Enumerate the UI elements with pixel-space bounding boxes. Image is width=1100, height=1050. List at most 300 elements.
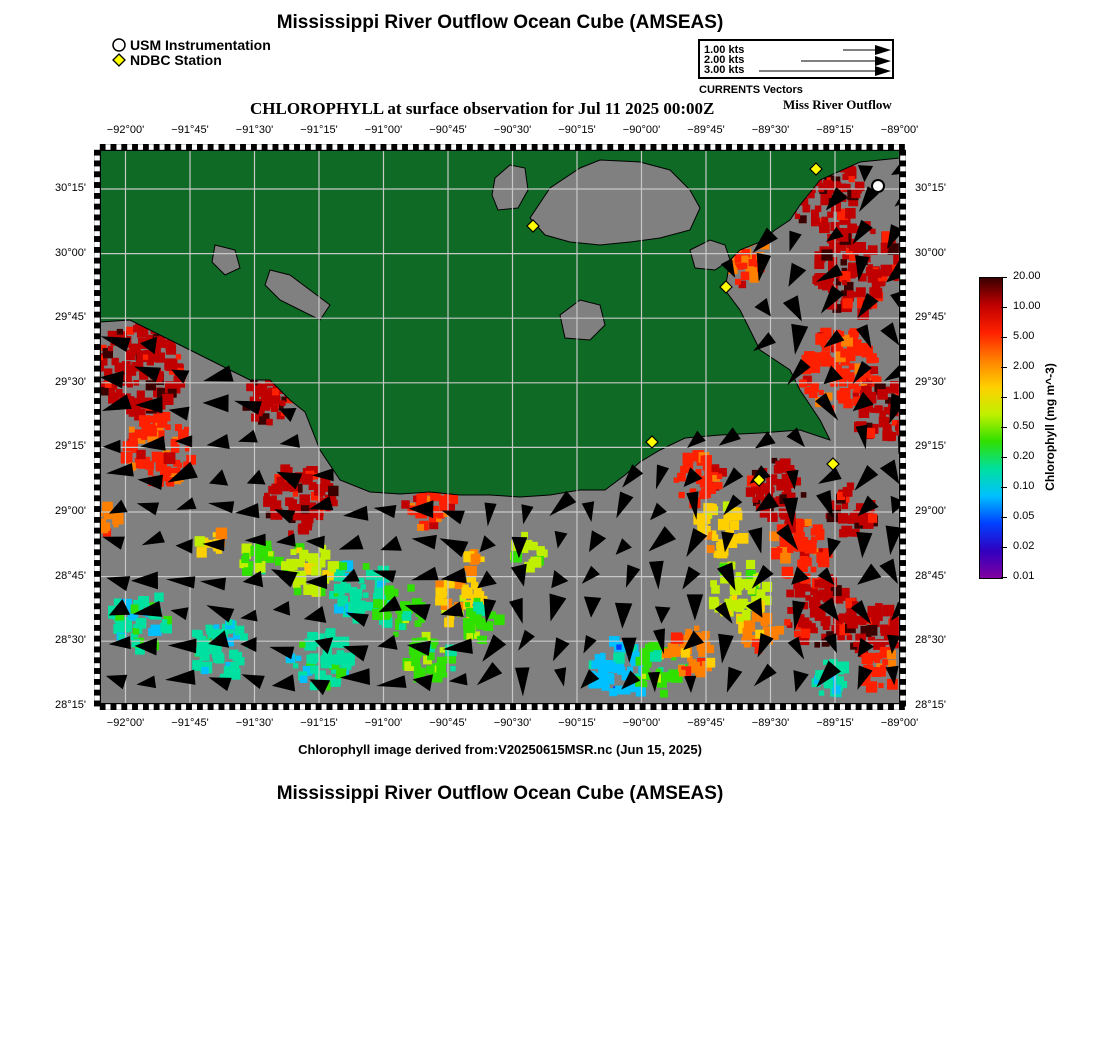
frame-tick (775, 704, 780, 710)
frame-tick (770, 704, 775, 710)
frame-tick (138, 144, 143, 150)
frame-tick (586, 704, 591, 710)
frame-tick (764, 144, 769, 150)
frame-tick (311, 704, 316, 710)
frame-tick (456, 144, 461, 150)
frame-tick (900, 323, 906, 328)
frame-tick (94, 425, 100, 430)
frame-tick (900, 485, 906, 490)
frame-tick (94, 409, 100, 414)
frame-tick (900, 425, 906, 430)
frame-tick (899, 144, 904, 150)
frame-tick (94, 415, 100, 420)
frame-tick (672, 144, 677, 150)
frame-tick (122, 144, 127, 150)
frame-tick (900, 539, 906, 544)
frame-tick (883, 704, 888, 710)
frame-tick (473, 704, 478, 710)
frame-tick (737, 704, 742, 710)
axis-tick-label: −91°30' (235, 124, 274, 136)
frame-tick (94, 317, 100, 322)
frame-tick (786, 144, 791, 150)
axis-tick-label: −91°30' (235, 717, 274, 729)
frame-tick (483, 704, 488, 710)
frame-tick (900, 636, 906, 641)
frame-tick (618, 704, 623, 710)
frame-tick (359, 144, 364, 150)
axis-tick-label: −89°00' (880, 124, 919, 136)
axis-tick-label: 29°00' (55, 505, 86, 517)
frame-tick (683, 704, 688, 710)
axis-tick-label: 28°30' (55, 634, 86, 647)
frame-tick (575, 704, 580, 710)
frame-tick (570, 704, 575, 710)
frame-tick (489, 704, 494, 710)
frame-tick (138, 704, 143, 710)
frame-tick (240, 704, 245, 710)
frame-tick (888, 704, 893, 710)
frame-tick (429, 704, 434, 710)
legend-usm-label: USM Instrumentation (130, 37, 271, 53)
frame-tick (872, 704, 877, 710)
frame-tick (170, 704, 175, 710)
frame-tick (900, 285, 906, 290)
frame-tick (94, 701, 100, 706)
frame-tick (861, 704, 866, 710)
frame-tick (900, 420, 906, 425)
frame-tick (900, 658, 906, 663)
frame-tick (94, 512, 100, 517)
frame-tick (813, 704, 818, 710)
frame-tick (856, 144, 861, 150)
frame-tick (94, 301, 100, 306)
frame-tick (689, 144, 694, 150)
frame-tick (257, 704, 262, 710)
frame-tick (94, 236, 100, 241)
frame-tick (537, 704, 542, 710)
frame-tick (94, 587, 100, 592)
frame-tick (554, 704, 559, 710)
frame-tick (629, 144, 634, 150)
frame-tick (543, 144, 548, 150)
frame-tick (478, 704, 483, 710)
colorbar-tick (1001, 487, 1007, 488)
frame-tick (100, 144, 105, 150)
frame-tick (494, 704, 499, 710)
frame-tick (165, 144, 170, 150)
frame-tick (900, 274, 906, 279)
frame-tick (900, 398, 906, 403)
frame-tick (656, 144, 661, 150)
axis-tick-label: −90°30' (493, 717, 532, 729)
diamond-icon (112, 53, 126, 67)
frame-tick (332, 704, 337, 710)
frame-tick (900, 371, 906, 376)
frame-tick (878, 704, 883, 710)
frame-tick (732, 704, 737, 710)
frame-tick (900, 496, 906, 501)
frame-tick (872, 144, 877, 150)
frame-tick (251, 144, 256, 150)
map-ticks (94, 144, 906, 710)
frame-tick (527, 704, 532, 710)
frame-tick (575, 144, 580, 150)
frame-tick (516, 144, 521, 150)
frame-tick (381, 144, 386, 150)
frame-tick (888, 144, 893, 150)
legend-ndbc-label: NDBC Station (130, 52, 222, 68)
frame-tick (478, 144, 483, 150)
frame-tick (894, 704, 899, 710)
frame-tick (408, 144, 413, 150)
frame-tick (867, 144, 872, 150)
frame-tick (559, 704, 564, 710)
frame-tick (597, 144, 602, 150)
frame-tick (900, 226, 906, 231)
frame-tick (122, 704, 127, 710)
frame-tick (94, 258, 100, 263)
frame-tick (900, 550, 906, 555)
axis-tick-label: −89°45' (687, 717, 725, 729)
frame-tick (900, 598, 906, 603)
axis-tick-label: 30°15' (55, 182, 86, 194)
frame-tick (208, 704, 213, 710)
frame-tick (900, 609, 906, 614)
frame-tick (629, 704, 634, 710)
frame-tick (635, 704, 640, 710)
frame-tick (94, 485, 100, 490)
frame-tick (753, 144, 758, 150)
axis-tick-label: 30°00' (915, 246, 946, 259)
frame-tick (219, 704, 224, 710)
frame-tick (370, 704, 375, 710)
frame-tick (467, 704, 472, 710)
frame-tick (532, 144, 537, 150)
frame-tick (624, 144, 629, 150)
frame-tick (289, 704, 294, 710)
frame-tick (94, 496, 100, 501)
frame-tick (900, 215, 906, 220)
frame-tick (894, 144, 899, 150)
vector-caption: CURRENTS Vectors (699, 84, 803, 96)
frame-tick (834, 704, 839, 710)
frame-tick (311, 144, 316, 150)
frame-tick (537, 144, 542, 150)
frame-tick (159, 704, 164, 710)
frame-tick (900, 469, 906, 474)
frame-tick (635, 144, 640, 150)
axis-tick-label: 29°00' (915, 505, 946, 517)
frame-tick (94, 253, 100, 258)
axis-tick-label: −89°15' (816, 717, 854, 729)
frame-tick (321, 704, 326, 710)
axis-tick-label: −89°15' (816, 124, 854, 136)
frame-tick (467, 144, 472, 150)
frame-tick (748, 704, 753, 710)
frame-tick (645, 704, 650, 710)
frame-tick (94, 334, 100, 339)
frame-tick (94, 290, 100, 295)
frame-tick (591, 704, 596, 710)
frame-tick (667, 704, 672, 710)
frame-tick (370, 144, 375, 150)
frame-tick (94, 209, 100, 214)
frame-tick (554, 144, 559, 150)
frame-tick (900, 614, 906, 619)
frame-tick (900, 668, 906, 673)
frame-tick (94, 393, 100, 398)
frame-tick (165, 704, 170, 710)
frame-tick (900, 506, 906, 511)
colorbar-label: 1.00 (1013, 390, 1035, 402)
frame-tick (149, 704, 154, 710)
colorbar-tick (1001, 457, 1007, 458)
region-label: Miss River Outflow (783, 97, 892, 112)
frame-tick (759, 704, 764, 710)
legend-usm (112, 37, 271, 53)
frame-tick (408, 704, 413, 710)
frame-tick (94, 674, 100, 679)
frame-tick (94, 161, 100, 166)
frame-tick (662, 704, 667, 710)
frame-tick (786, 704, 791, 710)
frame-tick (791, 704, 796, 710)
frame-tick (181, 144, 186, 150)
frame-tick (532, 704, 537, 710)
frame-tick (900, 155, 906, 160)
frame-tick (94, 215, 100, 220)
frame-tick (824, 144, 829, 150)
frame-tick (111, 144, 116, 150)
legend-ndbc (112, 52, 222, 68)
frame-tick (94, 658, 100, 663)
frame-tick (845, 144, 850, 150)
frame-tick (900, 560, 906, 565)
colorbar-gradient (980, 278, 1002, 578)
frame-tick (775, 144, 780, 150)
axis-tick-label: −89°30' (751, 124, 790, 136)
axis-tick-label: −89°00' (880, 717, 919, 729)
frame-tick (900, 571, 906, 576)
frame-tick (489, 144, 494, 150)
frame-tick (608, 144, 613, 150)
frame-tick (900, 544, 906, 549)
frame-tick (235, 144, 240, 150)
frame-tick (716, 144, 721, 150)
frame-tick (900, 247, 906, 252)
frame-tick (159, 144, 164, 150)
frame-tick (900, 582, 906, 587)
colorbar-label: 10.00 (1013, 300, 1041, 312)
frame-tick (900, 593, 906, 598)
frame-tick (618, 144, 623, 150)
axis-tick-label: −91°45' (171, 717, 209, 729)
frame-tick (900, 528, 906, 533)
frame-tick (94, 344, 100, 349)
frame-tick (348, 704, 353, 710)
colorbar-label: 20.00 (1013, 270, 1041, 282)
frame-tick (624, 704, 629, 710)
frame-tick (359, 704, 364, 710)
frame-tick (900, 188, 906, 193)
frame-tick (900, 685, 906, 690)
frame-tick (419, 144, 424, 150)
frame-tick (94, 452, 100, 457)
frame-tick (900, 641, 906, 646)
frame-tick (721, 704, 726, 710)
frame-tick (94, 652, 100, 657)
frame-tick (284, 144, 289, 150)
frame-tick (726, 144, 731, 150)
frame-tick (94, 371, 100, 376)
frame-tick (764, 704, 769, 710)
page-title: Mississippi River Outflow Ocean Cube (AMSEAS) (276, 12, 724, 33)
source-note: Chlorophyll image derived from:V20250615MSR.nc (Jun 15, 2025) (298, 742, 702, 757)
frame-tick (94, 420, 100, 425)
frame-tick (381, 704, 386, 710)
axis-tick-label: 29°15' (55, 440, 86, 453)
frame-tick (365, 704, 370, 710)
frame-tick (94, 355, 100, 360)
frame-tick (678, 704, 683, 710)
frame-tick (94, 296, 100, 301)
frame-tick (900, 344, 906, 349)
frame-tick (651, 144, 656, 150)
frame-tick (900, 355, 906, 360)
frame-tick (900, 377, 906, 382)
frame-tick (386, 704, 391, 710)
frame-tick (797, 704, 802, 710)
frame-tick (451, 144, 456, 150)
frame-tick (100, 704, 105, 710)
frame-tick (94, 220, 100, 225)
frame-tick (645, 144, 650, 150)
frame-tick (900, 166, 906, 171)
frame-tick (94, 523, 100, 528)
frame-tick (802, 704, 807, 710)
frame-tick (900, 301, 906, 306)
frame-tick (900, 577, 906, 582)
frame-tick (710, 704, 715, 710)
frame-tick (338, 704, 343, 710)
axis-tick-label: −90°00' (622, 717, 661, 729)
frame-tick (797, 144, 802, 150)
frame-tick (94, 474, 100, 479)
frame-tick (505, 144, 510, 150)
frame-tick (743, 144, 748, 150)
frame-tick (900, 220, 906, 225)
frame-tick (186, 144, 191, 150)
frame-tick (780, 704, 785, 710)
frame-tick (402, 144, 407, 150)
frame-tick (900, 317, 906, 322)
frame-tick (900, 204, 906, 209)
frame-tick (672, 704, 677, 710)
frame-tick (94, 242, 100, 247)
axis-tick-label: −91°00' (364, 124, 403, 136)
frame-tick (111, 704, 116, 710)
axis-tick-label: 29°45' (915, 311, 946, 324)
frame-tick (710, 144, 715, 150)
axis-tick-label: 28°15' (915, 698, 946, 711)
frame-tick (900, 339, 906, 344)
frame-tick (94, 166, 100, 171)
colorbar-tick (1001, 547, 1007, 548)
colorbar-tick (1001, 427, 1007, 428)
frame-tick (132, 144, 137, 150)
frame-tick (900, 458, 906, 463)
frame-tick (613, 144, 618, 150)
frame-tick (94, 231, 100, 236)
frame-tick (94, 328, 100, 333)
frame-tick (94, 668, 100, 673)
frame-tick (900, 177, 906, 182)
frame-tick (94, 436, 100, 441)
vector-arrows (755, 41, 892, 77)
frame-tick (900, 436, 906, 441)
colorbar-tick (1001, 577, 1007, 578)
frame-tick (813, 144, 818, 150)
frame-tick (321, 144, 326, 150)
frame-tick (94, 636, 100, 641)
frame-tick (332, 144, 337, 150)
frame-tick (94, 539, 100, 544)
frame-tick (192, 144, 197, 150)
frame-tick (94, 469, 100, 474)
frame-tick (262, 144, 267, 150)
frame-tick (435, 144, 440, 150)
circle-icon (112, 38, 126, 52)
frame-tick (699, 704, 704, 710)
frame-tick (883, 144, 888, 150)
frame-tick (900, 604, 906, 609)
frame-tick (294, 704, 299, 710)
frame-tick (840, 704, 845, 710)
frame-tick (900, 415, 906, 420)
frame-tick (94, 177, 100, 182)
axis-tick-label: −90°00' (622, 124, 661, 136)
frame-tick (900, 452, 906, 457)
frame-tick (105, 704, 110, 710)
frame-tick (94, 641, 100, 646)
frame-tick (900, 263, 906, 268)
axis-tick-label: 28°30' (915, 634, 946, 647)
frame-tick (197, 144, 202, 150)
colorbar-label: 5.00 (1013, 330, 1035, 342)
frame-tick (900, 695, 906, 700)
frame-tick (213, 704, 218, 710)
colorbar-label: 0.20 (1013, 450, 1035, 462)
frame-tick (900, 409, 906, 414)
frame-tick (278, 704, 283, 710)
frame-tick (419, 704, 424, 710)
frame-tick (94, 263, 100, 268)
frame-tick (548, 144, 553, 150)
frame-tick (127, 144, 132, 150)
vector-entry-2: 2.00 kts (704, 54, 745, 66)
vector-entry-3: 3.00 kts (704, 64, 745, 76)
frame-tick (900, 474, 906, 479)
axis-tick-label: −92°00' (106, 717, 145, 729)
frame-tick (900, 679, 906, 684)
frame-tick (94, 479, 100, 484)
axis-tick-label: 29°45' (55, 311, 86, 324)
frame-tick (176, 704, 181, 710)
frame-tick (94, 577, 100, 582)
frame-tick (694, 704, 699, 710)
frame-tick (94, 663, 100, 668)
frame-tick (651, 704, 656, 710)
